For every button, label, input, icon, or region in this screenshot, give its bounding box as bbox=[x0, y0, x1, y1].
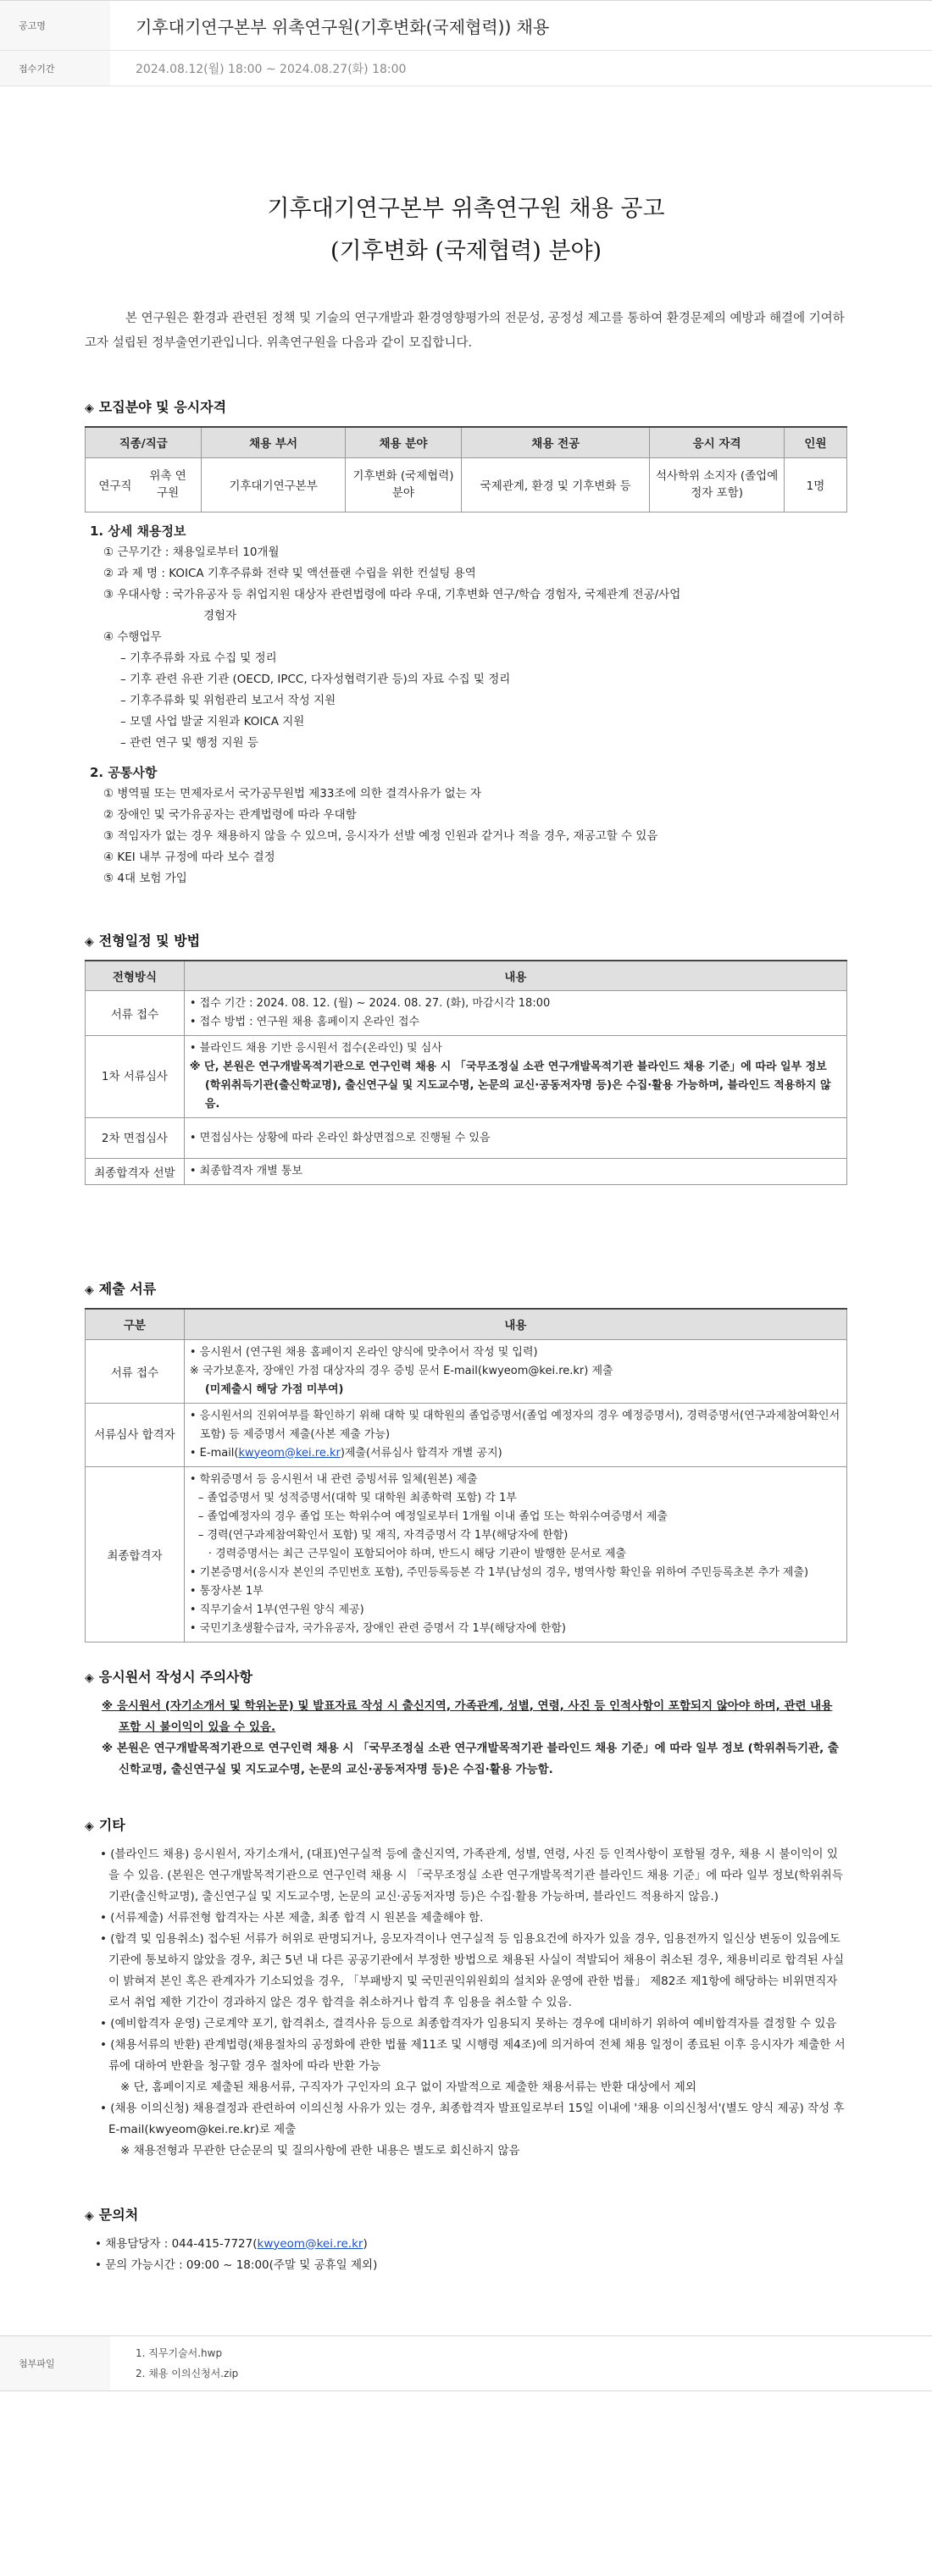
attachment-file[interactable]: 1. 직무기술서.hwp bbox=[136, 2346, 223, 2359]
detail-item: ① 근무기간 : 채용일로부터 10개월 bbox=[103, 545, 280, 559]
misc-sub: ※ 단, 홈페이지로 제출된 채용서류, 구직자가 구인자의 요구 없이 자발적으로 제출한 채용서류는 반환 대상에서 제외 bbox=[120, 2080, 696, 2094]
section-caution-heading: ◈ 응시원서 작성시 주의사항 bbox=[85, 1668, 252, 1685]
docs-content bbox=[184, 1403, 846, 1466]
recruit-table bbox=[85, 426, 847, 512]
schedule-header-row bbox=[86, 961, 847, 991]
cell-dept: 기후대기연구본부 bbox=[202, 457, 345, 512]
schedule-content bbox=[184, 1159, 846, 1185]
docs-line: • 국민기초생활수급자, 국가유공자, 장애인 관련 증명서 각 1부(해당자에 한함) bbox=[189, 1621, 567, 1635]
section-contact-heading: ◈ 문의처 bbox=[85, 2206, 139, 2223]
docs-line: • 응시원서 (연구원 채용 홈페이지 온라인 양식에 맞추어서 작성 및 입력) bbox=[189, 1345, 538, 1359]
common-item: ① 병역필 또는 면제자로서 국가공무원법 제33조에 의한 결격사유가 없는 자 bbox=[103, 786, 482, 800]
docs-line: ※ 국가보훈자, 장애인 가점 대상자의 경우 증빙 문서 E-mail(kwyeom@kei.re.kr) 제출 bbox=[189, 1364, 613, 1377]
schedule-row bbox=[86, 1118, 847, 1159]
misc-item: • (예비합격자 운영) 근로계약 포기, 합격취소, 결격사유 등으로 최종합격자가 임용되지 못하는 경우에 대비하기 위하여 예비합격자를 결정할 수 있음 bbox=[100, 2016, 837, 2030]
notice-title: 기후대기연구본부 위촉연구원(기후변화(국제협력)) 채용 bbox=[136, 16, 550, 37]
attachment-label: 첨부파일 bbox=[0, 2336, 110, 2390]
docs-label: 서류 접수 bbox=[86, 1339, 185, 1403]
col-type: 구분 bbox=[86, 1309, 185, 1339]
notice-body bbox=[0, 188, 932, 2276]
docs-line: • 응시원서의 진위여부를 확인하기 위해 대학 및 대학원의 졸업증명서(졸업 예정자의 경우 예정증명서), 경력증명서(연구과제참여확인서 포함) 등 제증명서 제출(사본 제출 가능) bbox=[189, 1409, 840, 1441]
notice-title-label: 공고명 bbox=[0, 1, 110, 50]
schedule-line: • 최종합격자 개별 통보 bbox=[189, 1165, 302, 1177]
cell-job bbox=[86, 457, 202, 512]
misc-item: • (채용서류의 반환) 관계법령(채용절차의 공정화에 관한 법률 제11조 및 시행령 제4조)에 의거하여 전체 채용 일정이 종료된 이후 응시자가 제출한 서류에 대하여 반환을 청구할 경우 절차에 따라 반환 가능 bbox=[100, 2037, 846, 2073]
diamond-icon: ◈ bbox=[85, 1819, 94, 1833]
email-link[interactable]: kwyeom@kei.re.kr bbox=[238, 1446, 341, 1460]
attachment-list bbox=[110, 2336, 932, 2390]
recruit-row bbox=[86, 457, 847, 512]
schedule-line: • 접수 방법 : 연구원 채용 홈페이지 온라인 접수 bbox=[189, 1016, 420, 1028]
duty-item: – 모델 사업 발굴 지원과 KOICA 지원 bbox=[120, 714, 305, 728]
common-item: ⑤ 4대 보험 가입 bbox=[103, 871, 187, 885]
diamond-icon: ◈ bbox=[85, 934, 94, 949]
intro-text: 본 연구원은 환경과 관련된 정책 및 기술의 연구개발과 환경영향평가의 전문성, 공정성 제고를 통하여 환경문제의 예방과 해결에 기여하고자 설립된 정부출연기관입니다. 위촉연구원을 다음과 같이 모집합니다. bbox=[85, 312, 845, 350]
caution-item: ※ 응시원서 (자기소개서 및 학위논문) 및 발표자료 작성 시 출신지역, 가족관계, 성별, 연령, 사진 등 인적사항이 포함되지 않아야 하며, 관련 내용 포함 시 불이익이 있을 수 있음. bbox=[102, 1698, 833, 1734]
common-item: ④ KEI 내부 규정에 따라 보수 결정 bbox=[103, 850, 275, 864]
attachment-row bbox=[0, 2335, 932, 2391]
contact-list bbox=[95, 2234, 847, 2276]
diamond-icon: ◈ bbox=[85, 1670, 94, 1685]
details-list bbox=[85, 521, 847, 889]
docs-line: – 경력(연구과제참여확인서 포함) 및 재직, 자격증명서 각 1부(해당자에 한함) bbox=[197, 1528, 569, 1542]
doc-title-line2: (기후변화 (국제협력) 분야) bbox=[330, 238, 602, 264]
col-dept: 채용 부서 bbox=[202, 427, 345, 457]
doc-title bbox=[85, 188, 847, 273]
col-qual: 응시 자격 bbox=[650, 427, 785, 457]
col-content: 내용 bbox=[184, 1309, 846, 1339]
col-field: 채용 분야 bbox=[345, 427, 461, 457]
docs-line: – 졸업증명서 및 성적증명서(대학 및 대학원 최종학력 포함) 각 1부 bbox=[197, 1491, 517, 1504]
schedule-content bbox=[184, 1118, 846, 1159]
contact-phone: • 채용담당자 : 044-415-7727(kwyeom@kei.re.kr) bbox=[95, 2236, 368, 2251]
docs-content bbox=[184, 1339, 846, 1403]
recruit-header-row bbox=[86, 427, 847, 457]
attachment-file[interactable]: 2. 채용 이의신청서.zip bbox=[136, 2367, 239, 2379]
schedule-row bbox=[86, 991, 847, 1036]
col-job: 직종/직급 bbox=[86, 427, 202, 457]
duty-title: ④ 수행업무 bbox=[103, 629, 162, 644]
docs-row bbox=[86, 1403, 847, 1466]
docs-row bbox=[86, 1339, 847, 1403]
misc-item: • (합격 및 임용취소) 접수된 서류가 허위로 판명되거나, 응모자격이나 연구실적 등 임용요건에 하자가 있을 경우, 임용전까지 일신상 변동이 있음에도 기관에 통보하지 않았을 경우, 최근 5년 내 다른 공공기관에서 부정한 방법으로 채용된 사실이 적발되어 채용이 취소된 경우, 채용비리로 합격된 사실이 밝혀져 본인 혹은 관계자가 기소되었을 경우, 「부패방지 및 국민권익위원회의 설치와 운영에 관한 법률」 제82조 제1항에 해당하는 비위면직자로서 취업 제한 기간이 경과하지 않은 경우 합격을 취소하거나 합격 후 임용을 취소할 수 있음. bbox=[100, 1931, 845, 2009]
col-method: 전형방식 bbox=[86, 961, 185, 991]
notice-title-row bbox=[0, 0, 932, 51]
schedule-label: 1차 서류심사 bbox=[86, 1036, 185, 1118]
schedule-row bbox=[86, 1036, 847, 1118]
grade-text: 위촉 연구원 bbox=[149, 469, 186, 500]
common-heading: 2. 공통사항 bbox=[90, 764, 158, 780]
detail-item-cont: 경험자 bbox=[203, 608, 237, 623]
schedule-table bbox=[85, 960, 847, 1186]
docs-line: · 경력증명서는 최근 근무일이 포함되어야 하며, 반드시 해당 기관이 발행한 문서로 제출 bbox=[208, 1547, 627, 1560]
docs-line: – 졸업예정자의 경우 졸업 또는 학위수여 예정일로부터 1개월 이내 졸업 또는 학위수여증명서 제출 bbox=[197, 1510, 668, 1523]
duty-item: – 기후주류화 및 위험관리 보고서 작성 지원 bbox=[120, 693, 336, 707]
docs-line: • 직무기술서 1부(연구원 양식 제공) bbox=[189, 1603, 364, 1616]
docs-line: • 기본증명서(응시자 본인의 주민번호 포함), 주민등록등본 각 1부(남성의 경우, 병역사항 확인을 위하여 주민등록초본 추가 제출) bbox=[189, 1565, 809, 1579]
col-content: 내용 bbox=[184, 961, 846, 991]
duty-item: – 관련 연구 및 행정 지원 등 bbox=[120, 735, 258, 750]
common-item: ③ 적임자가 없는 경우 채용하지 않을 수 있으며, 응시자가 선발 예정 인원과 같거나 적을 경우, 재공고할 수 있음 bbox=[103, 828, 658, 843]
cell-field: 기후변화 (국제협력) 분야 bbox=[345, 457, 461, 512]
misc-sub: ※ 채용전형과 무관한 단순문의 및 질의사항에 관한 내용은 별도로 회신하지 않음 bbox=[120, 2143, 520, 2158]
contact-hours: • 문의 가능시간 : 09:00 ~ 18:00(주말 및 공휴일 제외) bbox=[95, 2257, 378, 2272]
schedule-content bbox=[184, 1036, 846, 1118]
cell-qual: 석사학위 소지자 (졸업예정자 포함) bbox=[650, 457, 785, 512]
caution-item: ※ 본원은 연구개발목적기관으로 연구인력 채용 시 「국무조정실 소관 연구개발목적기관 블라인드 채용 기준」에 따라 일부 정보 (학위취득기관, 출신학교명, 출신연구실 및 지도교수명, 논문의 교신·공동저자명 등)은 수집·활용 가능함. bbox=[102, 1741, 839, 1776]
section-recruit-heading: ◈ 모집분야 및 응시자격 bbox=[85, 399, 227, 415]
docs-row bbox=[86, 1466, 847, 1642]
details-heading: 1. 상세 채용정보 bbox=[90, 523, 186, 539]
section-schedule-heading: ◈ 전형일정 및 방법 bbox=[85, 932, 201, 949]
period-label: 접수기간 bbox=[0, 51, 110, 86]
notice-period-row bbox=[0, 51, 932, 86]
detail-item: ② 과 제 명 : KOICA 기후주류화 전략 및 액션플랜 수립을 위한 컨설팅 용역 bbox=[103, 566, 476, 580]
docs-line: • 통장사본 1부 bbox=[189, 1584, 264, 1598]
docs-content bbox=[184, 1466, 846, 1642]
schedule-line: • 블라인드 채용 기반 응시원서 접수(온라인) 및 심사 bbox=[189, 1042, 442, 1055]
misc-item: • (서류제출) 서류전형 합격자는 사본 제출, 최종 합격 시 원본을 제출해야 함. bbox=[100, 1910, 484, 1925]
job-text: 연구직 bbox=[98, 479, 132, 493]
diamond-icon: ◈ bbox=[85, 402, 94, 415]
section-docs-heading: ◈ 제출 서류 bbox=[85, 1281, 157, 1297]
misc-list bbox=[85, 1844, 847, 2162]
duty-item: – 기후주류화 자료 수집 및 정리 bbox=[120, 651, 277, 665]
diamond-icon: ◈ bbox=[85, 1283, 94, 1297]
schedule-content bbox=[184, 991, 846, 1036]
docs-line: (미제출시 해당 가점 미부여) bbox=[204, 1382, 344, 1396]
caution-list bbox=[85, 1696, 847, 1781]
duty-item: – 기후 관련 유관 기관 (OECD, IPCC, 다자성협력기관 등)의 자료 수집 및 정리 bbox=[120, 672, 511, 686]
common-item: ② 장애인 및 국가유공자는 관계법령에 따라 우대함 bbox=[103, 807, 357, 822]
misc-item: • (채용 이의신청) 채용결정과 관련하여 이의신청 사유가 있는 경우, 최종합격자 발표일로부터 15일 이내에 '채용 이의신청서'(별도 양식 제공) 작성 후 E-mail(kwyeom@kei.re.kr)로 제출 bbox=[100, 2101, 845, 2136]
col-count: 인원 bbox=[784, 427, 846, 457]
docs-label: 서류심사 합격자 bbox=[86, 1403, 185, 1466]
docs-line: • 학위증명서 등 응시원서 내 관련 증빙서류 일체(원본) 제출 bbox=[189, 1472, 478, 1486]
docs-header-row bbox=[86, 1309, 847, 1339]
misc-item: • (블라인드 채용) 응시원서, 자기소개서, (대표)연구실적 등에 출신지역, 가족관계, 성별, 연령, 사진 등 인적사항이 포함될 경우, 채용 시 불이익이 있을 수 있음. (본원은 연구개발목적기관으로 연구인력 채용 시 「국무조정실 소관 연구개발목적기관 블라인드 채용 기준」에 따라 일부 정보(학위취득기관(출신학교명), 출신연구실 및 지도교수명, 논문의 교신·공동저자명 등)은 수집·활용 가능하며, 블라인드 적용하지 않음.) bbox=[100, 1847, 843, 1903]
col-major: 채용 전공 bbox=[462, 427, 650, 457]
period-value: 2024.08.12(월) 18:00 ~ 2024.08.27(화) 18:00 bbox=[136, 62, 407, 76]
diamond-icon: ◈ bbox=[85, 2208, 94, 2223]
contact-email-link[interactable]: kwyeom@kei.re.kr bbox=[257, 2236, 363, 2251]
docs-label: 최종합격자 bbox=[86, 1466, 185, 1642]
section-misc-heading: ◈ 기타 bbox=[85, 1816, 125, 1833]
schedule-line: • 접수 기간 : 2024. 08. 12. (월) ~ 2024. 08. 27. (화), 마감시각 18:00 bbox=[189, 997, 551, 1010]
cell-major: 국제관계, 환경 및 기후변화 등 bbox=[462, 457, 650, 512]
schedule-line: • 면접심사는 상황에 따라 온라인 화상면접으로 진행될 수 있음 bbox=[189, 1131, 491, 1144]
docs-line: • E-mail(kwyeom@kei.re.kr)제출(서류심사 합격자 개별 공지) bbox=[189, 1446, 502, 1460]
schedule-label: 최종합격자 선발 bbox=[86, 1159, 185, 1185]
schedule-label: 서류 접수 bbox=[86, 991, 185, 1036]
schedule-label: 2차 면접심사 bbox=[86, 1118, 185, 1159]
doc-title-line1: 기후대기연구본부 위촉연구원 채용 공고 bbox=[267, 196, 665, 222]
schedule-row bbox=[86, 1159, 847, 1185]
detail-item: ③ 우대사항 : 국가유공자 등 취업지원 대상자 관련법령에 따라 우대, 기후변화 연구/학습 경험자, 국제관계 전공/사업 bbox=[103, 587, 681, 601]
schedule-line: ※ 단, 본원은 연구개발목적기관으로 연구인력 채용 시 「국무조정실 소관 연구개발목적기관 블라인드 채용 기준」에 따라 일부 정보(학위취득기관(출신학교명), 출신연구실 및 지도교수명, 논문의 교신·공동저자명 등)은 수집·활용 가능하며, 블라인드 적용하지 않음. bbox=[189, 1061, 831, 1111]
cell-count: 1명 bbox=[784, 457, 846, 512]
docs-table bbox=[85, 1308, 847, 1643]
